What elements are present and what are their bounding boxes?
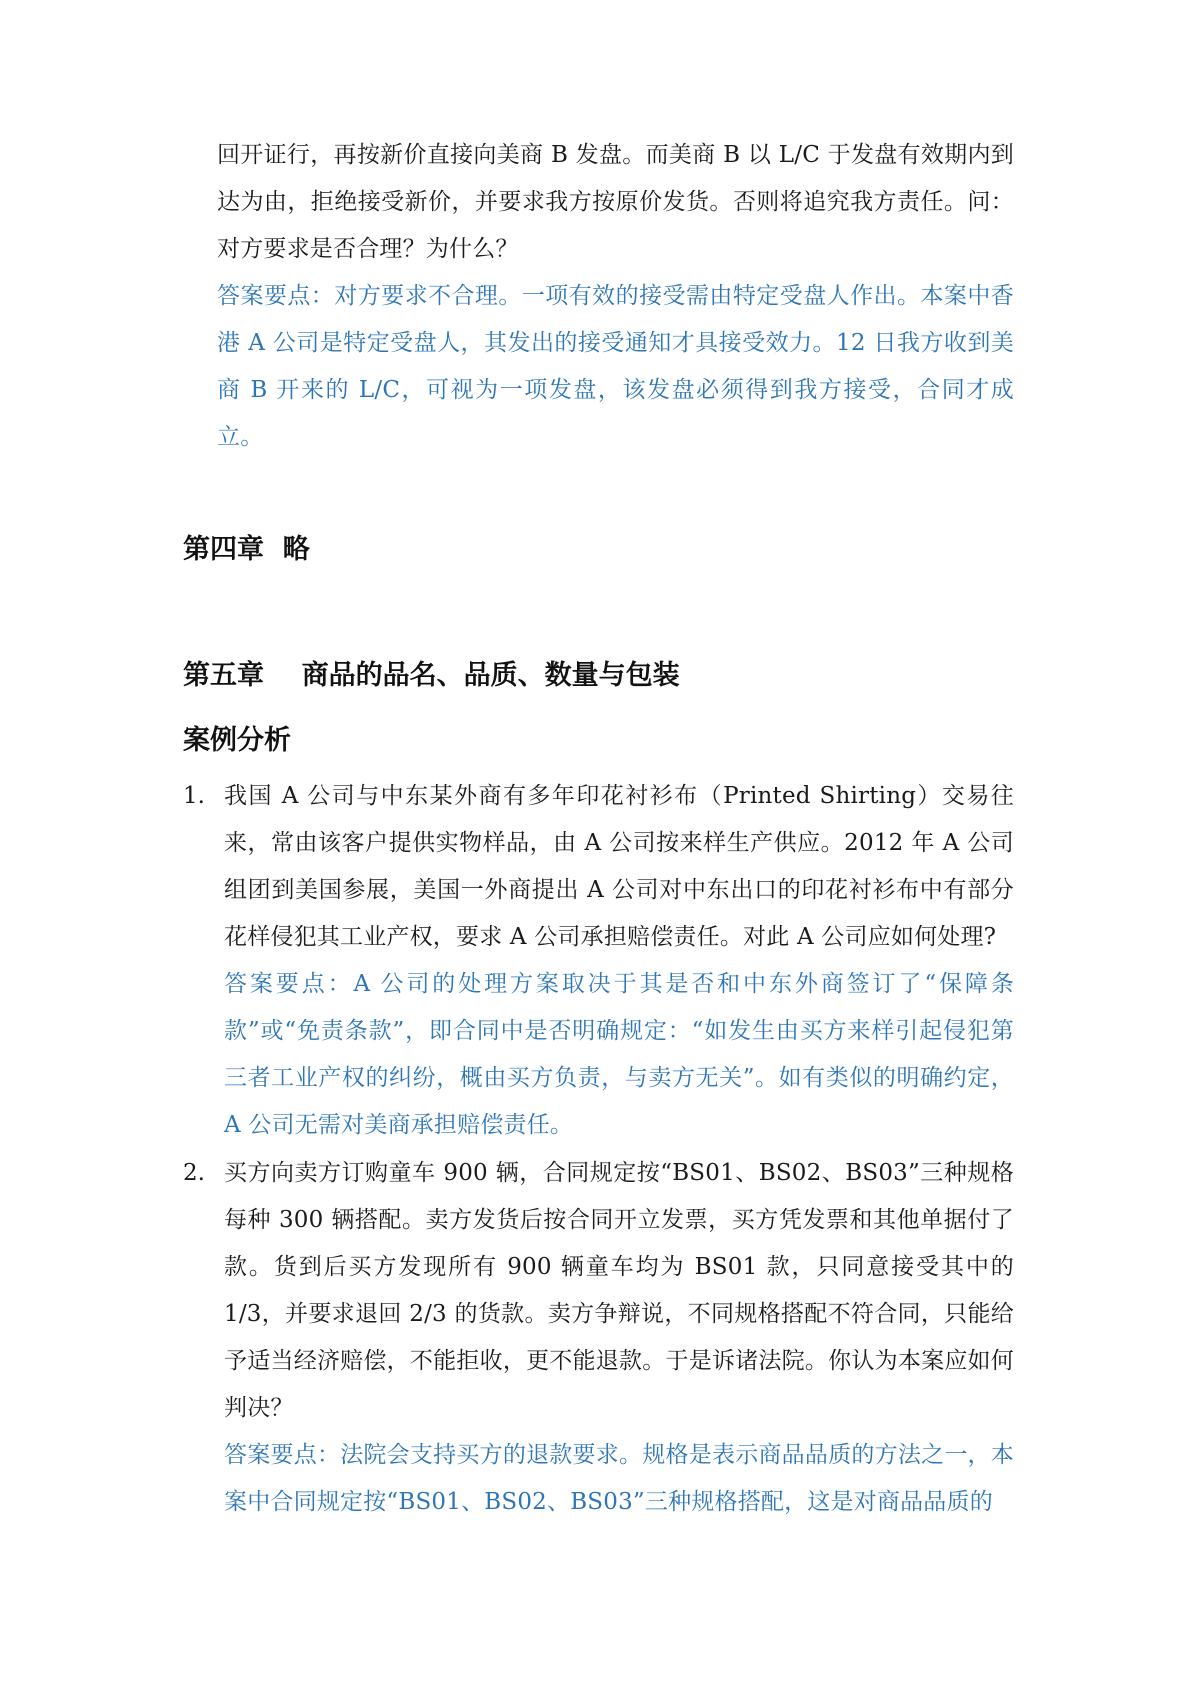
previous-case-continuation — [217, 132, 1014, 461]
case-1-question: 我国 A 公司与中东某外商有多年印花衬衫布（Printed Shirting）交易往来，常由该客户提供实物样品，由 A 公司按来样生产供应。2012 年 A 公司组团到美国参展，美国一外商提出 A 公司对中东出口的印花衬衫布中有部分花样侵犯其工业产权，要求 A 公司承担赔偿责任。对此 A 公司应如何处理? — [224, 783, 1014, 950]
case-2-number: 2. — [183, 1160, 205, 1186]
case-1 — [224, 773, 1014, 1149]
case-1-answer: 答案要点：A 公司的处理方案取决于其是否和中东外商签订了“保障条款”或“免责条款”，即合同中是否明确规定：“如发生由买方来样引起侵犯第三者工业产权的纠纷，概由买方负责，与卖方无关”。如有类似的明确约定，A 公司无需对美商承担赔偿责任。 — [224, 971, 1014, 1138]
case-2-answer: 答案要点：法院会支持买方的退款要求。规格是表示商品品质的方法之一，本案中合同规定按“BS01、BS02、BS03”三种规格搭配，这是对商品品质的 — [224, 1442, 1014, 1515]
chapter-5-title: 第五章 商品的品名、品质、数量与包装 — [183, 660, 680, 691]
case-2-question: 买方向卖方订购童车 900 辆，合同规定按“BS01、BS02、BS03”三种规格每种 300 辆搭配。卖方发货后按合同开立发票，买方凭发票和其他单据付了款。货到后买方发现所有 900 辆童车均为 BS01 款，只同意接受其中的 1/3，并要求退回 2/3 的货款。卖方争辩说，不同规格搭配不符合同，只能给予适当经济赔偿，不能拒收，更不能退款。于是诉诸法院。你认为本案应如何判决？ — [224, 1160, 1014, 1421]
case-question-text: 回开证行，再按新价直接向美商 B 发盘。而美商 B 以 L/C 于发盘有效期内到达为由，拒绝接受新价，并要求我方按原价发货。否则将追究我方责任。问：对方要求是否合理？为什么？ — [217, 142, 1014, 262]
case-2 — [224, 1150, 1014, 1526]
case-1-number: 1. — [183, 783, 205, 809]
chapter-4-title: 第四章 略 — [183, 534, 310, 565]
case-answer-text: 答案要点：对方要求不合理。一项有效的接受需由特定受盘人作出。本案中香港 A 公司是特定受盘人，其发出的接受通知才具接受效力。12 日我方收到美商 B 开来的 L/C，可视为一项发盘，该发盘必须得到我方接受，合同才成立。 — [217, 283, 1014, 450]
section-title: 案例分析 — [183, 725, 291, 756]
